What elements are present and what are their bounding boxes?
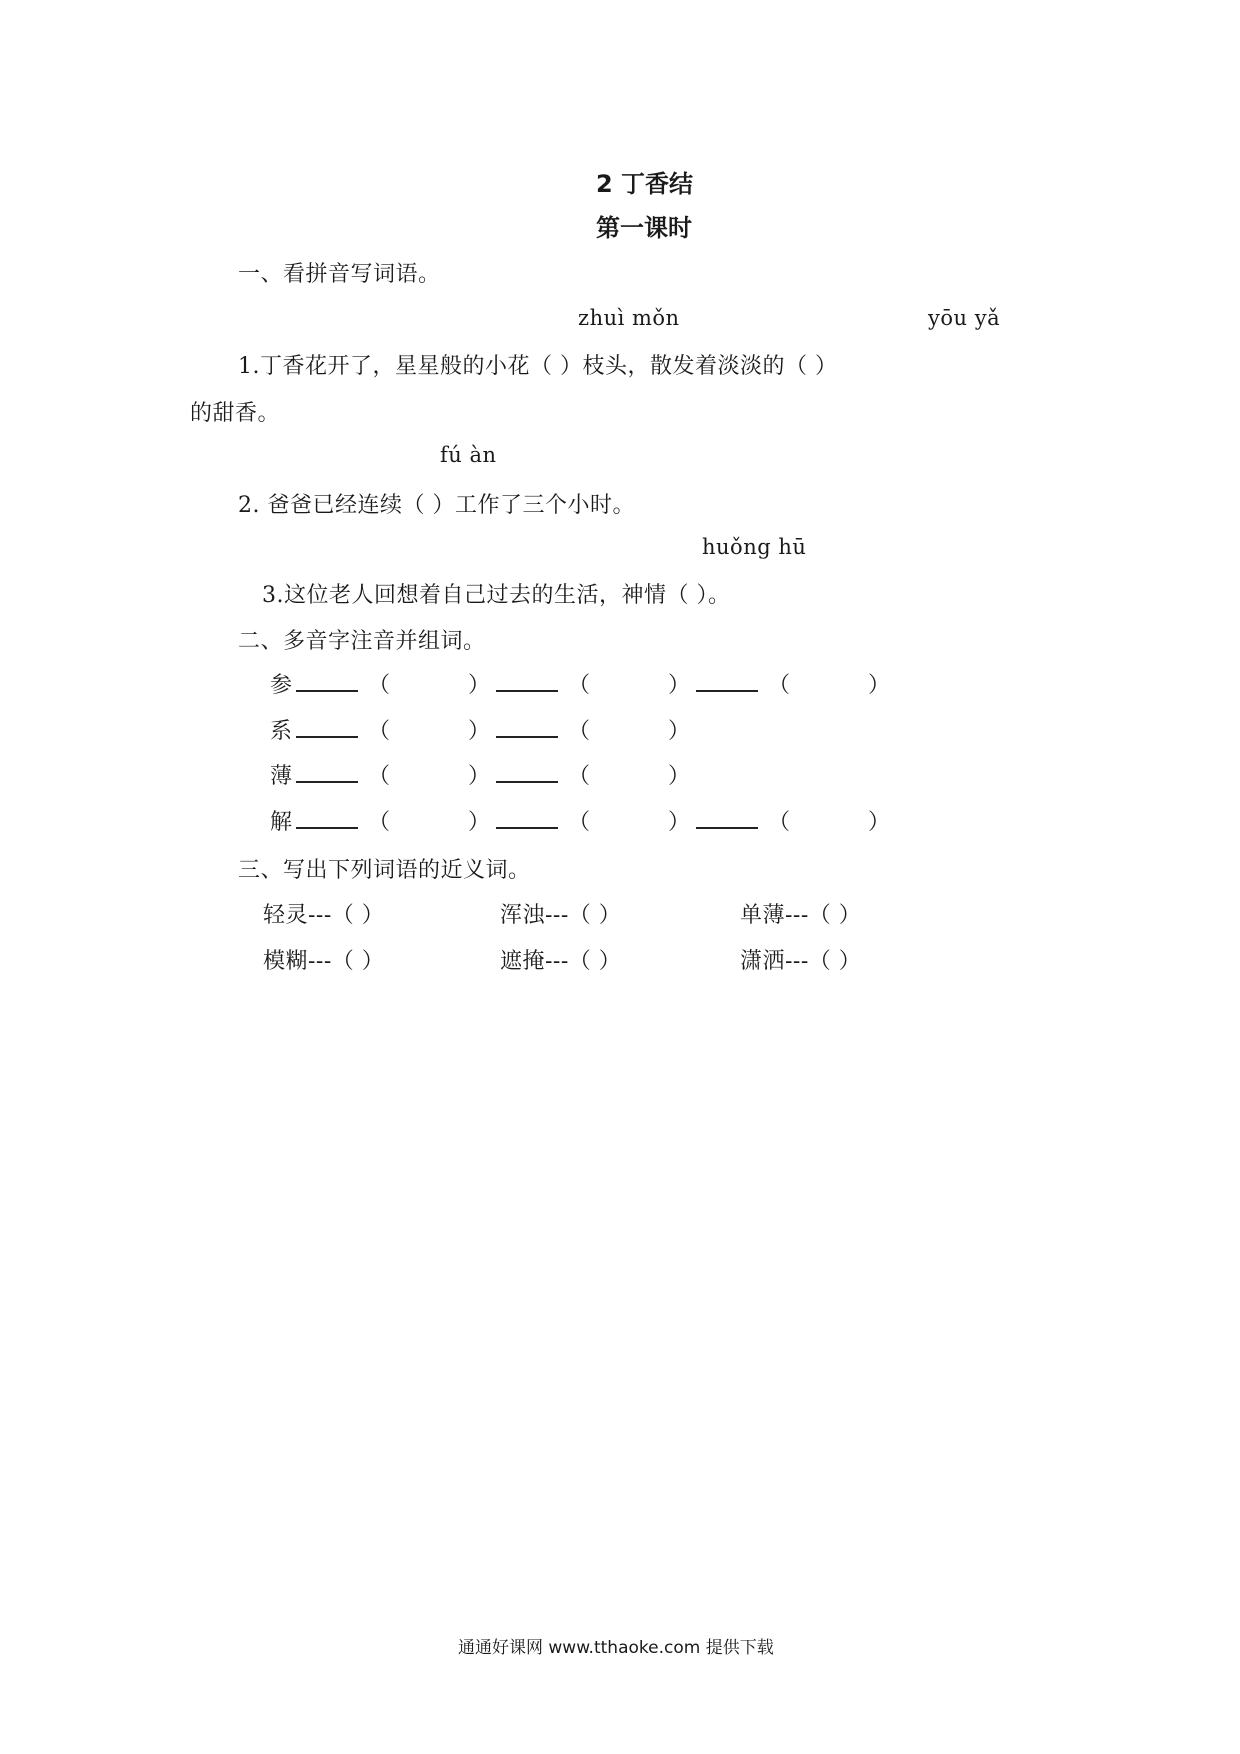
page-title: 2 丁香结 [596, 170, 694, 198]
footer-download-note: 通通好课网 www.tthaoke.com 提供下载 [458, 1638, 774, 1658]
pinyin-youya: yōu yǎ [928, 306, 1001, 330]
question-1-line-2: 的甜香。 [190, 401, 281, 426]
pinyin-fuan: fú àn [440, 443, 497, 467]
synonym-item: 轻灵---（ ） [263, 903, 385, 928]
paren-open: （ [768, 673, 791, 698]
paren-open: （ [568, 719, 591, 744]
pinyin-blank[interactable] [296, 827, 358, 829]
pinyin-zhuiman: zhuì mǒn [578, 306, 680, 330]
synonym-item: 模糊---（ ） [263, 949, 385, 974]
paren-close: ） [668, 719, 691, 744]
paren-close: ） [868, 810, 891, 835]
pinyin-blank[interactable] [496, 781, 558, 783]
pinyin-blank[interactable] [296, 736, 358, 738]
pinyin-blank[interactable] [696, 690, 758, 692]
section2-heading: 二、多音字注音并组词。 [238, 629, 486, 654]
synonym-item: 遮掩---（ ） [500, 949, 622, 974]
paren-close: ） [468, 673, 491, 698]
paren-close: ） [668, 764, 691, 789]
paren-open: （ [568, 673, 591, 698]
section1-heading: 一、看拼音写词语。 [238, 262, 441, 287]
synonym-item: 潇洒---（ ） [740, 949, 862, 974]
paren-open: （ [368, 719, 391, 744]
paren-close: ） [468, 719, 491, 744]
paren-close: ） [668, 673, 691, 698]
paren-close: ） [868, 673, 891, 698]
page-subtitle: 第一课时 [596, 214, 692, 242]
paren-open: （ [368, 764, 391, 789]
pinyin-blank[interactable] [496, 690, 558, 692]
paren-open: （ [568, 764, 591, 789]
paren-close: ） [468, 810, 491, 835]
polyphone-char: 薄 [270, 764, 293, 789]
paren-open: （ [368, 673, 391, 698]
paren-close: ） [668, 810, 691, 835]
polyphone-char: 参 [270, 673, 293, 698]
section3-heading: 三、写出下列词语的近义词。 [238, 858, 531, 883]
synonym-item: 浑浊---（ ） [500, 903, 622, 928]
paren-open: （ [568, 810, 591, 835]
pinyin-blank[interactable] [696, 827, 758, 829]
question-1-line-1: 1.丁香花开了，星星般的小花（ ）枝头，散发着淡淡的（ ） [238, 354, 838, 379]
paren-close: ） [468, 764, 491, 789]
paren-open: （ [368, 810, 391, 835]
paren-open: （ [768, 810, 791, 835]
pinyin-blank[interactable] [496, 736, 558, 738]
polyphone-char: 系 [270, 719, 293, 744]
polyphone-char: 解 [270, 810, 293, 835]
pinyin-blank[interactable] [296, 781, 358, 783]
question-2: 2. 爸爸已经连续（ ）工作了三个小时。 [238, 493, 635, 518]
pinyin-blank[interactable] [296, 690, 358, 692]
pinyin-huanghu: huǒng hū [702, 535, 807, 559]
pinyin-blank[interactable] [496, 827, 558, 829]
synonym-item: 单薄---（ ） [740, 903, 862, 928]
question-3: 3.这位老人回想着自己过去的生活，神情（ ）。 [262, 583, 731, 608]
